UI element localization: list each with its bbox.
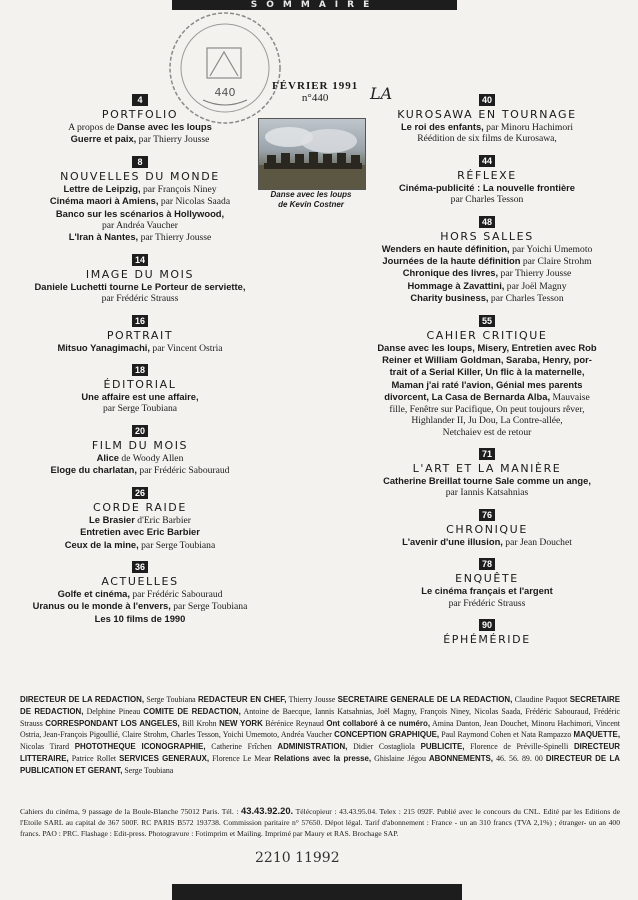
article-line (20, 539, 260, 551)
text: Netchaiev est de retour (442, 426, 532, 438)
article-line (352, 427, 622, 438)
section-title: FILM DU MOIS (91, 438, 189, 452)
toc-section (20, 90, 260, 146)
article-line (20, 464, 260, 476)
section-title: NOUVELLES DU MONDE (60, 169, 220, 183)
page-number-badge: 36 (132, 561, 148, 573)
toc-section (20, 483, 260, 551)
page-number-badge: 18 (132, 364, 148, 376)
bold-text: Hommage à Zavattini, (407, 279, 505, 291)
text: Serge Toubiana (144, 695, 198, 704)
toc-left-column (20, 90, 260, 631)
publisher-info (20, 805, 620, 839)
bold-text: SECRETAIRE GENERALE DE LA REDACTION, (337, 695, 513, 704)
text: Thierry Jousse (286, 695, 338, 704)
article-line (20, 231, 260, 243)
toc-section (352, 554, 622, 609)
article-line (20, 391, 260, 403)
toc-section (20, 557, 260, 625)
toc-section (20, 250, 260, 305)
text: par Jean Douchet (502, 536, 572, 548)
article-line (352, 475, 622, 487)
section-title: PORTRAIT (106, 328, 174, 342)
handwritten-registration: 2210 11992 (255, 850, 340, 866)
section-title: HORS SALLES (440, 229, 534, 243)
page-number-badge: 14 (132, 254, 148, 266)
text: Télécopieur : 43.43.95.04. Telex : 215 092F. Publié avec le concours du CNL. Edité par les Editions de l'Etoile SARL au capital de 367 500F. RC PARIS B572 193738. Commission paritaire n° 57650. Dépot légal. Tarif d'abonnement : France - un an 310 francs (TVA 2,1%) ; étranger- un an 400 francs. PAO : PRC. Flashage : Edit-press. Photogravure : Fotimprim et Mailing. Imprimé par Maury et RAS. Brochage SAP. (20, 807, 621, 838)
text: par François Niney (140, 183, 217, 195)
bold-text: Golfe et cinéma, (57, 587, 130, 599)
bold-text: NEW YORK (219, 718, 263, 728)
text: par Frédéric Sabouraud (129, 588, 223, 600)
section-title: ACTUELLES (101, 574, 179, 588)
article-line (352, 379, 622, 391)
text: Florence de Préville-Spinelli (464, 742, 574, 752)
page-number-badge: 78 (479, 558, 495, 570)
stamp-number: 440 (214, 86, 236, 99)
masthead-credits (20, 694, 620, 777)
cover-photo (258, 118, 366, 190)
bold-text: Lettre de Leipzig, (63, 182, 141, 194)
bold-text: Cinéma maori à Amiens, (49, 195, 159, 207)
bold-text: Une affaire est une affaire, (81, 391, 199, 403)
bold-text: Banco sur les scénarios à Hollywood, (55, 207, 225, 219)
section-title: CORDE RAIDE (93, 500, 187, 514)
article-line (20, 526, 260, 538)
bold-text: Le cinéma français et l'argent (421, 585, 553, 597)
article-line (352, 354, 622, 366)
text: Bill Krohn (179, 718, 220, 728)
article-line (20, 183, 260, 195)
text: Claudine Paquot (512, 695, 570, 704)
section-title: KUROSAWA EN TOURNAGE (397, 108, 577, 121)
bold-text: Reiner et William Goldman, Saraba, Henry, por- (382, 354, 592, 366)
text: par Andréa Vaucher (101, 220, 178, 232)
page-number-badge: 55 (479, 315, 495, 327)
bold-text: Wenders en haute définition, (381, 242, 510, 254)
article-line (352, 194, 622, 205)
page-number-badge: 90 (479, 619, 495, 631)
section-title: RÉFLEXE (457, 168, 517, 182)
text: par Thierry Jousse (136, 134, 210, 146)
bold-text: ADMINISTRATION, (277, 742, 348, 752)
text: Highlander II, Ju Dou, La Contre-allée, (411, 415, 563, 427)
toc-section (352, 212, 622, 305)
text: par Serge Toubiana (170, 601, 248, 613)
bold-text: REDACTEUR EN CHEF, (197, 695, 287, 704)
sommaire-header-text: SOMMAIRE (250, 0, 379, 10)
toc-section (352, 615, 622, 646)
bold-text: Charity business, (410, 292, 489, 304)
article-line (352, 342, 622, 354)
article-line (352, 487, 622, 498)
article-line (20, 452, 260, 464)
text: par Frédéric Strauss (448, 597, 526, 609)
text: Antoine de Baecque, Iannis Katsahnias, Joël Magny, François Niney, Nicolas Saada, Frédéric Sabouraud, Frédéric Strauss (20, 706, 620, 728)
toc-right-column (352, 90, 622, 652)
bold-text: PUBLICITE, (420, 742, 465, 752)
toc-section (352, 151, 622, 206)
issue-date: FÉVRIER 1991 (272, 80, 359, 92)
bold-text: Entretien avec Eric Barbier (80, 526, 200, 538)
bold-text: Mitsuo Yanagimachi, (57, 341, 151, 353)
bold-text: Les 10 films de 1990 (94, 612, 186, 624)
caption-line: Danse avec les loups (270, 190, 352, 199)
bold-text: DIRECTEUR DE LA PUBLICATION ET GERANT, (20, 753, 620, 775)
bold-text: Eloge du charlatan, (50, 464, 138, 476)
text: Florence Le Mear (209, 753, 274, 763)
article-line (20, 514, 260, 526)
page-number-badge: 26 (132, 487, 148, 499)
bold-text: Chronique des livres, (402, 267, 499, 279)
text: Mauvaise (550, 392, 590, 404)
section-title: CAHIER CRITIQUE (426, 328, 548, 342)
article-line (352, 280, 622, 292)
bold-text: CORRESPONDANT LOS ANGELES, (45, 718, 180, 728)
article-line (352, 267, 622, 279)
page-number-badge: 4 (132, 94, 148, 106)
article-line (352, 585, 622, 597)
text: Delphine Pineau (83, 706, 144, 716)
bold-text: COMITE DE REDACTION, (143, 706, 241, 716)
section-title: ÉPHÉMÉRIDE (443, 632, 531, 646)
article-line (20, 600, 260, 612)
text: par Serge Toubiana (102, 403, 178, 415)
bold-text: DIRECTEUR DE LA REDACTION, (20, 695, 145, 704)
article-line (20, 588, 260, 600)
text: Réédition de six films de Kurosawa, (417, 133, 557, 145)
bold-text: 43.43.92.20. (241, 805, 294, 816)
bold-text: Catherine Breillat tourne Sale comme un ange, (383, 474, 591, 486)
article-line (352, 292, 622, 304)
text: d'Eric Barbier (134, 514, 191, 526)
article-line (20, 195, 260, 207)
text: par Charles Tesson (488, 293, 564, 305)
bold-text: Ceux de la mine, (64, 538, 139, 550)
toc-section (352, 505, 622, 548)
text: par Minoru Hachimori (483, 122, 574, 133)
article-line (20, 281, 260, 293)
bold-text: Le Brasier (89, 513, 135, 525)
article-line (20, 121, 260, 133)
text: Serge Toubiana (122, 765, 174, 775)
section-title: ENQUÊTE (455, 572, 519, 586)
page-number-badge: 20 (132, 425, 148, 437)
page-number-badge: 44 (479, 155, 495, 167)
bold-text: PHOTOTHEQUE ICONOGRAPHIE, (74, 742, 206, 752)
bold-text: DIRECTEUR LITTERAIRE, (20, 742, 620, 763)
toc-section (352, 444, 622, 499)
bold-text: CONCEPTION GRAPHIQUE, (334, 730, 440, 740)
article-line (352, 255, 622, 267)
bold-text: Journées de la haute définition (382, 255, 521, 267)
article-line (352, 366, 622, 378)
section-title: IMAGE DU MOIS (85, 267, 195, 281)
page-number-badge: 40 (479, 94, 495, 106)
article-line (352, 243, 622, 255)
article-line (20, 342, 260, 354)
bold-text: ABONNEMENTS, (428, 753, 493, 763)
caption-line: de Kevin Costner (278, 200, 344, 209)
text: Nicolas Tirard (20, 742, 75, 752)
text: de Woody Allen (119, 452, 184, 464)
page-number-badge: 71 (479, 448, 495, 460)
section-title: PORTFOLIO (101, 108, 179, 121)
text: Cahiers du cinéma, 9 passage de la Boule-Blanche 75012 Paris. Tél. : (20, 807, 242, 816)
article-line (352, 133, 622, 144)
issue-number: n°440 (301, 92, 329, 104)
text: par Iannis Katsahnias (445, 487, 529, 499)
article-line (352, 391, 622, 403)
text: Ghislaine Jégou (371, 753, 429, 763)
bold-text: L'avenir d'une illusion, (402, 535, 503, 547)
article-line (352, 415, 622, 426)
article-line (20, 133, 260, 145)
page-number-badge: 76 (479, 509, 495, 521)
article-line (352, 598, 622, 609)
issue-block (272, 80, 358, 104)
toc-section (20, 421, 260, 477)
bold-text: Guerre et paix, (70, 133, 137, 145)
text: par Vincent Ostria (150, 342, 223, 354)
section-title: CHRONIQUE (446, 522, 528, 536)
article-line (352, 536, 622, 548)
bold-text: Alice (96, 451, 120, 463)
article-line (352, 182, 622, 194)
bold-text: L'Iran à Nantes, (68, 231, 139, 243)
article-line (20, 220, 260, 231)
text: Didier Costagliola (347, 742, 421, 752)
text: Catherine Frîchen (205, 742, 278, 752)
bold-text: Danse avec les loups, Misery, Entretien avec Rob (377, 341, 597, 353)
bottom-band (172, 884, 462, 900)
toc-section (352, 90, 622, 145)
text: Bérénice Reynaud (262, 718, 327, 728)
bold-text: SERVICES GENERAUX, (119, 753, 210, 763)
text: par Thierry Jousse (138, 232, 212, 244)
section-title: L'ART ET LA MANIÈRE (412, 461, 562, 475)
bold-text: Maman j'ai raté l'avion, Génial mes parents (391, 378, 583, 390)
toc-section (20, 311, 260, 354)
text: A propos de (68, 122, 117, 133)
text: par Serge Toubiana (138, 539, 216, 551)
bold-text: Cinéma-publicité : La nouvelle frontière (398, 181, 576, 193)
bold-text: Relations avec la presse, (273, 753, 372, 763)
bold-text: Uranus ou le monde à l'envers, (32, 600, 171, 612)
bold-text: Daniele Luchetti tourne Le Porteur de serviette, (34, 280, 246, 292)
text: Patrice Rollet (68, 753, 120, 763)
bold-text: Ont collaboré à ce numéro, (326, 718, 431, 728)
toc-section (20, 360, 260, 415)
article-line (352, 121, 622, 133)
text: Amina Danton, Jean Douchet, Minoru Hachimori, Vincent Ostria, Jean-François Pigoullié, Claire Strohm, Charles Tesson, Yoichi Umemoto, Andréa Vaucher (20, 718, 620, 740)
toc-section (20, 152, 260, 244)
riders-image-icon (259, 119, 365, 189)
toc-section (352, 311, 622, 438)
text: par Joël Magny (504, 280, 567, 292)
text: par Nicolas Saada (158, 196, 231, 208)
article-line (20, 293, 260, 304)
bold-text: trait of a Serial Killer, Un flic à la maternelle, (389, 366, 585, 378)
text: par Charles Tesson (450, 194, 524, 206)
page-number-badge: 48 (479, 216, 495, 228)
article-line (352, 404, 622, 415)
bold-text: divorcent, La Casa de Bernarda Alba, (384, 391, 551, 403)
text: par Claire Strohm (520, 256, 592, 268)
bold-text: Danse avec les loups (116, 121, 212, 132)
section-title: ÉDITORIAL (103, 378, 177, 392)
text: fille, Fenêtre sur Pacifique, On peut toujours rêver, (389, 403, 585, 415)
bold-text: MAQUETTE, (573, 730, 621, 740)
bold-text: SECRETAIRE DE REDACTION, (20, 695, 620, 716)
article-line (20, 208, 260, 220)
text: par Yoichi Umemoto (509, 243, 593, 255)
text: Paul Raymond Cohen et Nata Rampazzo (439, 730, 574, 740)
page-number-badge: 16 (132, 315, 148, 327)
handwritten-mark: LA (370, 84, 393, 103)
text: par Frédéric Sabouraud (137, 465, 230, 477)
text: 46. 56. 89. 00 (493, 753, 546, 763)
text: par Thierry Jousse (498, 268, 572, 280)
text: par Frédéric Strauss (101, 293, 179, 305)
article-line (20, 403, 260, 414)
page-number-badge: 8 (132, 156, 148, 168)
bold-text: Le roi des enfants, (400, 121, 484, 132)
article-line (20, 613, 260, 625)
